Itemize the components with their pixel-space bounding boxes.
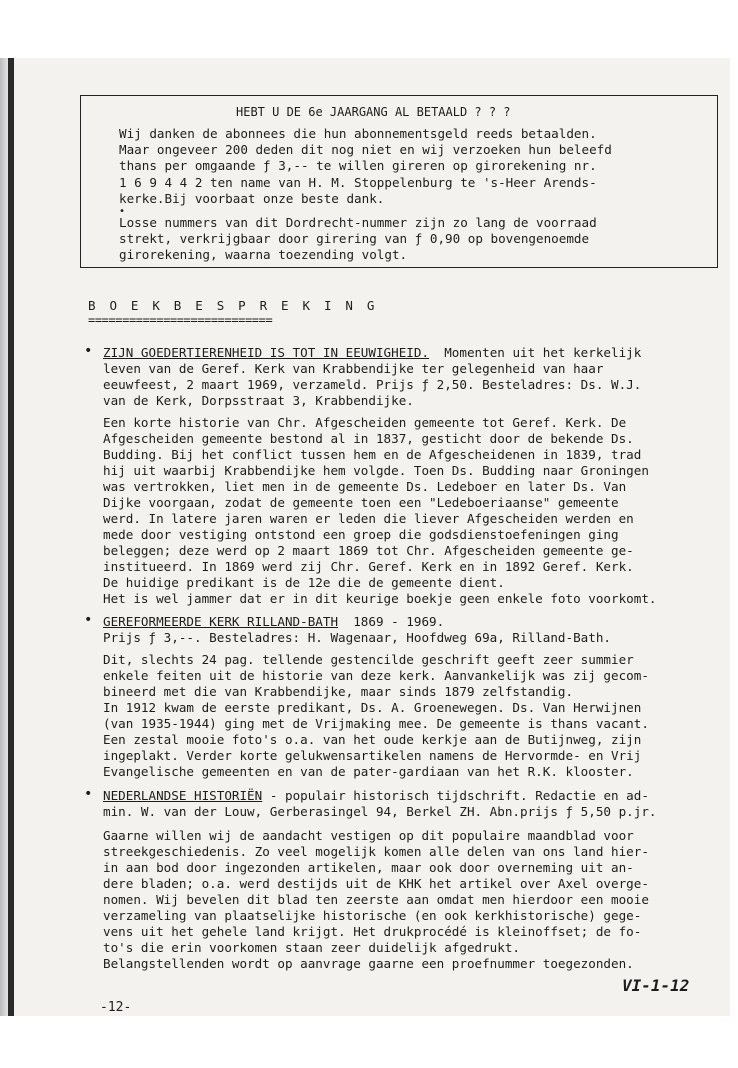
handwritten-page-mark: VI-1-12	[622, 976, 690, 995]
notice-bullet-line: strekt, verkrijgbaar door girering van ƒ 0,90 op bovengenoemde	[119, 231, 590, 246]
review-body-line: vens uit het gehele land krijgt. Het drukprocédé is kleinoffset; de fo-	[103, 924, 642, 939]
review-body-line: ingeplakt. Verder korte gelukwensartikelen namens de Hervormde- en Vrij	[103, 748, 642, 763]
review-body-line: Evangelische gemeenten en van de pater-gardiaan van het R.K. klooster.	[103, 764, 634, 779]
review-heading: GEREFORMEERDE KERK RILLAND-BATH	[103, 614, 339, 629]
review-body-line: was vertrokken, liet men in de gemeente Ds. Ledeboer en later Ds. Van	[103, 479, 627, 494]
review-intro-line: leven van de Geref. Kerk van Krabbendijke ter gelegenheid van haar	[103, 361, 604, 376]
review-intro-line: eeuwfeest, 2 maart 1969, verzameld. Prijs ƒ 2,50. Besteladres: Ds. W.J.	[103, 377, 642, 392]
review-intro-line	[103, 614, 444, 629]
review-body-line: Gaarne willen wij de aandacht vestigen op dit populaire maandblad voor	[103, 828, 634, 843]
review-body-line: in aan bod door ingezonden artikelen, maar ook door overneming uit an-	[103, 860, 634, 875]
review-heading: ZIJN GOEDERTIERENHEID IS TOT IN EEUWIGHEID.	[103, 345, 430, 360]
review-body-line: dere bladen; o.a. werd destijds uit de KHK het artikel over Axel overge-	[103, 876, 649, 891]
review-body-line: Belangstellenden wordt op aanvrage gaarne een proefnummer toegezonden.	[103, 956, 634, 971]
review-body-line: werd. In latere jaren waren er leden die liever Afgescheiden werden en	[103, 511, 634, 526]
review-intro-rest: Momenten uit het kerkelijk	[444, 345, 642, 360]
review-intro-line: Prijs ƒ 3,--. Besteladres: H. Wagenaar, Hoofdweg 69a, Rilland-Bath.	[103, 630, 611, 645]
review-body-line: Een korte historie van Chr. Afgescheiden gemeente tot Geref. Kerk. De	[103, 415, 627, 430]
review-body-line: hij uit waarbij Krabbendijke hem volgde. Toen Ds. Budding naar Groningen	[103, 463, 649, 478]
notice-line: 1 6 9 4 4 2 ten name van H. M. Stoppelenburg te 's-Heer Arends-	[119, 175, 597, 190]
review-bullet: •	[84, 786, 93, 802]
notice-line: Maar ongeveer 200 deden dit nog niet en wij verzoeken hun beleefd	[119, 142, 612, 157]
page-number: -12-	[100, 1000, 132, 1015]
review-bullet: •	[84, 612, 93, 628]
review-body-line: Dit, slechts 24 pag. tellende gestencilde geschrift geeft zeer summier	[103, 652, 634, 667]
review-body-line: streekgeschiedenis. Zo veel mogelijk komen alle delen van ons land hier-	[103, 844, 649, 859]
notice-bullet-line: Losse nummers van dit Dordrecht-nummer zijn zo lang de voorraad	[119, 215, 597, 230]
notice-title: HEBT U DE 6e JAARGANG AL BETAALD ? ? ?	[236, 105, 511, 119]
review-intro-line: min. W. van der Louw, Gerberasingel 94, Berkel ZH. Abn.prijs ƒ 5,50 p.jr.	[103, 804, 657, 819]
review-body-line: (van 1935-1944) ging met de Vrijmaking mee. De gemeente is thans vacant.	[103, 716, 649, 731]
review-body-line: enkele feiten uit de historie van deze kerk. Aanvankelijk was zij gecom-	[103, 668, 649, 683]
review-body-line: verzameling van plaatselijke historische (en ook kerkhistorische) gege-	[103, 908, 642, 923]
notice-bullet-line: girorekening, waarna toezending volgt.	[119, 247, 408, 262]
review-body-line: Een zestal mooie foto's o.a. van het oude kerkje aan de Butijnweg, zijn	[103, 732, 642, 747]
review-body-line: mede door vestiging ontstond een groep die godsdienstoefeningen ging	[103, 527, 619, 542]
notice-line: Wij danken de abonnees die hun abonnementsgeld reeds betaalden.	[119, 126, 597, 141]
review-body-line: De huidige predikant is de 12e die de gemeente dient.	[103, 575, 505, 590]
review-body-line: Het is wel jammer dat er in dit keurige boekje geen enkele foto voorkomt.	[103, 591, 657, 606]
notice-line: thans per omgaande ƒ 3,-- te willen gireren op girorekening nr.	[119, 158, 597, 173]
review-heading: NEDERLANDSE HISTORIËN	[103, 788, 263, 803]
review-body-line: Afgescheiden gemeente bestond al in 1837, gesticht door de bekende Ds.	[103, 431, 634, 446]
review-intro-rest: 1869 - 1969.	[353, 614, 445, 629]
notice-line: kerke.Bij voorbaat onze beste dank.	[119, 191, 385, 206]
review-intro-rest: - populair historisch tijdschrift. Redactie en ad-	[269, 788, 649, 803]
review-body-line: Budding. Bij het conflict tussen hem en de Afgescheidenen in 1839, trad	[103, 447, 642, 462]
review-intro-line	[103, 788, 649, 803]
review-bullet: •	[84, 343, 93, 359]
review-body-line: In 1912 kwam de eerste predikant, Ds. A. Groenewegen. Ds. Van Herwijnen	[103, 700, 642, 715]
section-title: B O E K B E S P R E K I N G	[88, 298, 378, 313]
review-body-line: Dijke voorgaan, zodat de gemeente toen een "Ledeboeriaanse" gemeente	[103, 495, 619, 510]
review-body-line: institueerd. In 1869 werd zij Chr. Geref. Kerk en in 1892 Geref. Kerk.	[103, 559, 634, 574]
notice-bullet: •	[119, 206, 126, 217]
review-intro-line	[103, 345, 641, 360]
review-body-line: bineerd met die van Krabbendijke, maar sinds 1879 zelfstandig.	[103, 684, 574, 699]
review-body-line: nomen. Wij bevelen dit blad ten zeerste aan omdat men hierdoor een mooie	[103, 892, 649, 907]
section-title-underline: ===========================	[88, 313, 273, 327]
review-intro-line: van de Kerk, Dorpsstraat 3, Krabbendijke.	[103, 393, 414, 408]
review-body-line: beleggen; deze werd op 2 maart 1869 tot Chr. Afgescheiden gemeente ge-	[103, 543, 634, 558]
review-body-line: to's die erin voorkomen staan zeer duidelijk afgedrukt.	[103, 940, 521, 955]
